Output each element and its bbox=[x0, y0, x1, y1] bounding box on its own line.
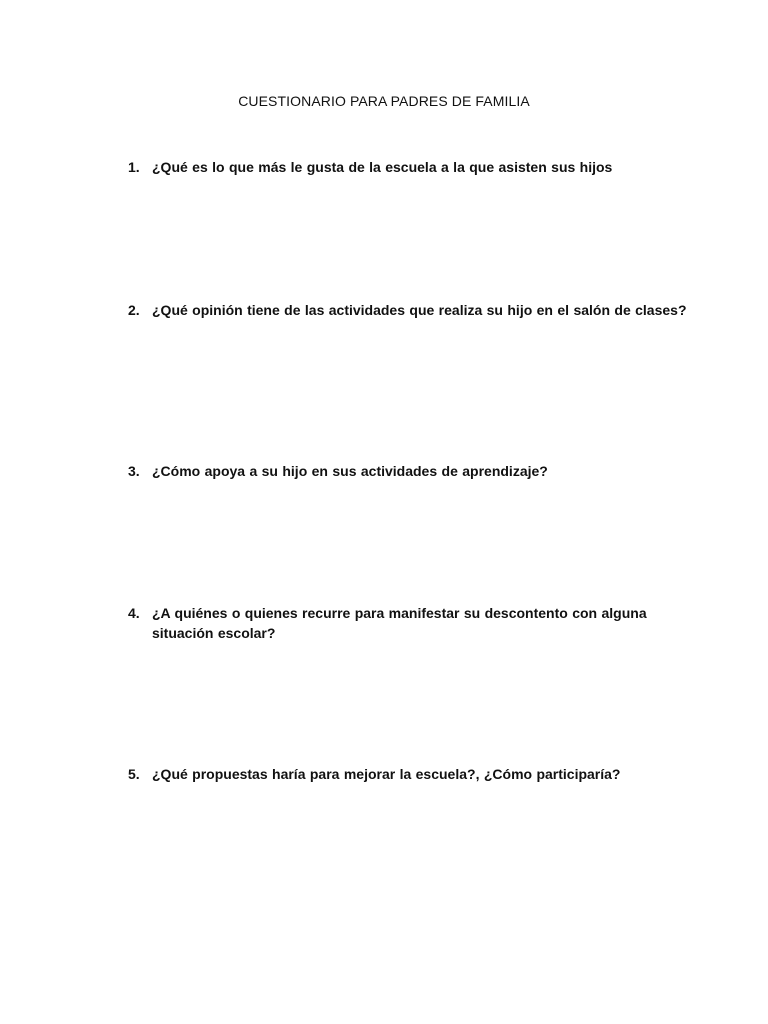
question-text: ¿Qué opinión tiene de las actividades que realiza su hijo en el salón de clases? bbox=[152, 302, 687, 318]
question-number: 3. bbox=[128, 463, 140, 479]
question-number: 4. bbox=[128, 605, 140, 621]
question-item-1 bbox=[128, 157, 688, 177]
question-item-3 bbox=[128, 461, 688, 481]
question-number: 2. bbox=[128, 302, 140, 318]
question-item-2 bbox=[128, 300, 688, 320]
question-item-4 bbox=[128, 603, 688, 643]
question-number: 1. bbox=[128, 159, 140, 175]
question-text: ¿Cómo apoya a su hijo en sus actividades de aprendizaje? bbox=[152, 463, 548, 479]
question-item-5 bbox=[128, 764, 688, 784]
question-text: ¿Qué propuestas haría para mejorar la escuela?, ¿Cómo participaría? bbox=[152, 766, 621, 782]
question-text: ¿Qué es lo que más le gusta de la escuela a la que asisten sus hijos bbox=[152, 159, 613, 175]
document-title: CUESTIONARIO PARA PADRES DE FAMILIA bbox=[238, 93, 530, 109]
question-number: 5. bbox=[128, 766, 140, 782]
question-text: ¿A quiénes o quienes recurre para manifestar su descontento con alguna situación escolar? bbox=[152, 605, 647, 641]
